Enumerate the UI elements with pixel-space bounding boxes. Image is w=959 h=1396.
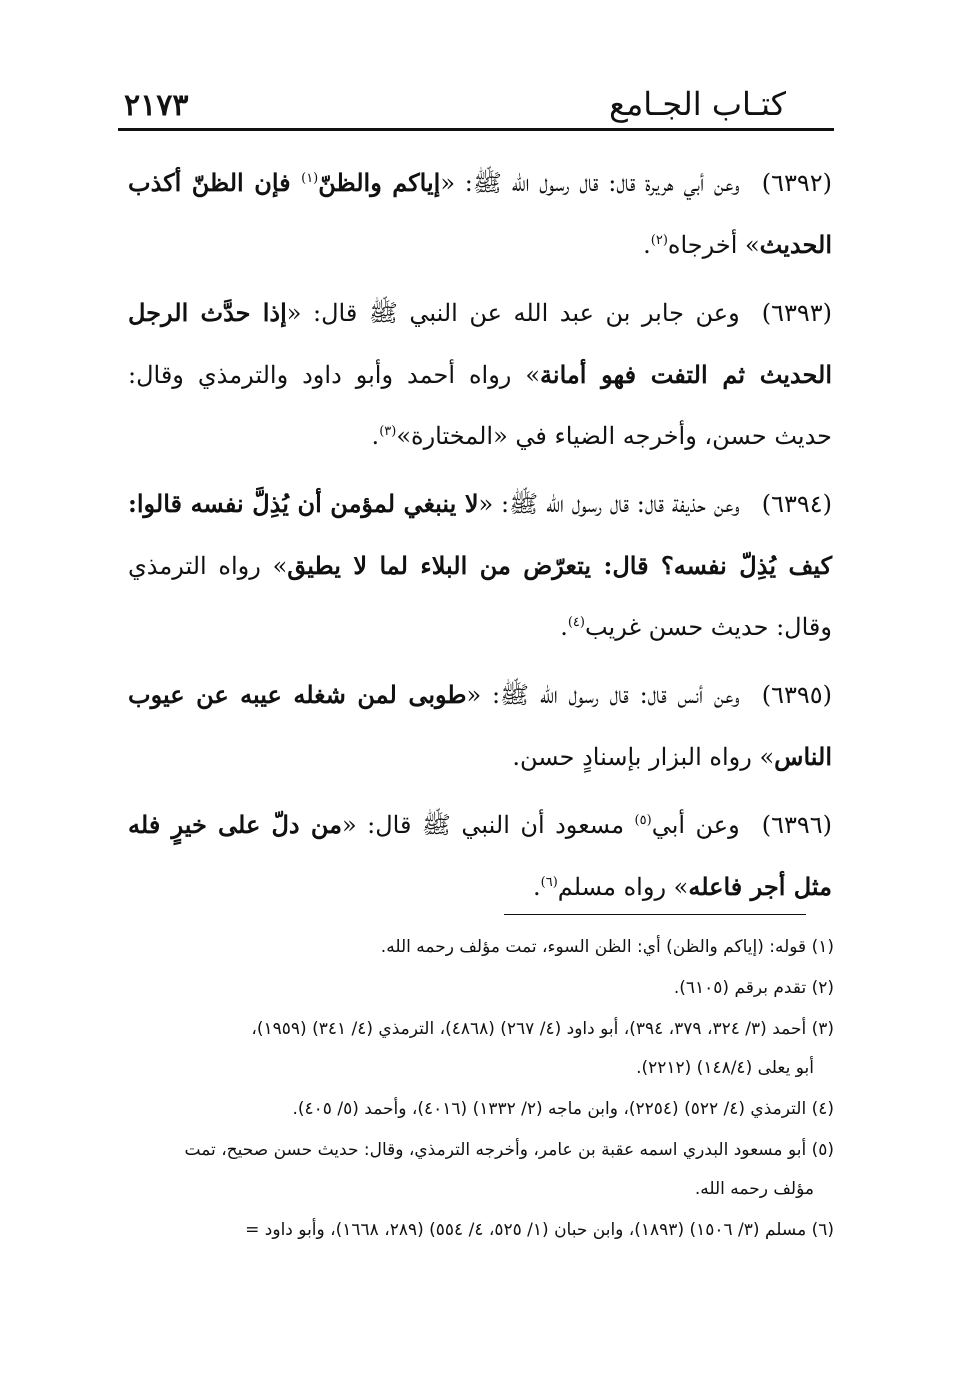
footnote-ref: (٢) [650,233,668,248]
hadith-text: » رواه مسلم [557,873,689,901]
main-text [128,152,832,924]
footnote-ref: (٣) [379,424,397,439]
hadith-text: وعن جابر بن عبد الله عن النبي ﷺ قال: « [286,299,740,327]
header-rule [118,128,834,131]
hadith-text: وعن حذيفة قال: قال رسول الله ﷺ: « [478,490,740,518]
hadith-text: . [560,613,568,641]
footnote-2 [128,969,834,1008]
hadith-number: (٦٣٩٢) [761,169,832,197]
page-number: ٢١٧٣ [124,88,189,123]
hadith-number: (٦٣٩٥) [761,681,832,709]
hadith-text: » رواه الترمذي وقال: حديث حسن غريب [128,552,832,641]
footnote-6 [128,1211,834,1250]
footnote-4 [128,1090,834,1129]
hadith-quote: إياكم والظنّ [318,168,441,197]
footnote-ref: (١) [301,171,319,186]
hadith-text: وعن أنس قال: قال رسول الله ﷺ: « [466,681,740,709]
footnote-3 [128,1010,834,1088]
footnote-1 [128,928,834,967]
footnote-ref: (٥) [634,813,652,828]
hadith-quote: طوبى لمن شغله عيبه عن عيوب الناس [128,680,832,771]
hadith-6395 [128,664,832,788]
footnote-text: (٢) تقدم برقم (٦١٠٥). [673,978,834,998]
hadith-text: » رواه أحمد وأبو داود والترمذي وقال: حديث حسن، وأخرجه الضياء في «المختارة» [128,361,832,450]
hadith-text: » رواه البزار بإسنادٍ حسن. [512,743,775,771]
book-title: كتـاب الجـامع [609,85,786,123]
hadith-number: (٦٣٩٣) [761,299,833,327]
hadith-text: . [371,422,380,450]
hadith-quote: إذا حدَّث الرجل الحديث ثم التفت فهو أمانة [128,298,833,389]
hadith-6394 [128,473,832,658]
hadith-quote: فإن الظنّ أكذب الحديث [128,168,832,259]
hadith-6392 [128,152,832,276]
footnote-separator [504,914,806,915]
hadith-quote: لا ينبغي لمؤمن أن يُذِلَّ نفسه قالوا: كيف يُذِلّ نفسه؟ قال: يتعرّض من البلاء لما لا يطيق [128,489,832,580]
hadith-number: (٦٣٩٦) [761,811,833,839]
footnote-text: (٤) الترمذي (٤/ ٥٢٢) (٢٢٥٤)، وابن ماجه (٢/ ١٣٣٢) (٤٠١٦)، وأحمد (٥/ ٤٠٥). [292,1099,834,1119]
footnote-continuation: مؤلف رحمه الله. [694,1179,814,1199]
hadith-quote: من دلّ على خيرٍ فله مثل أجر فاعله [128,810,832,901]
hadith-text: . [643,231,651,259]
footnote-text: (٣) أحمد (٣/ ٣٢٤، ٣٧٩، ٣٩٤)، أبو داود (٤/ ٢٦٧) (٤٨٦٨)، الترمذي (٤/ ٣٤١) (١٩٥٩)، [251,1019,834,1039]
hadith-text: مسعود أن النبي ﷺ قال: « [341,811,635,839]
footnote-5 [128,1131,834,1209]
footnote-text: (١) قوله: (إياكم والظن) أي: الظن السوء، تمت مؤلف رحمه الله. [380,937,834,957]
hadith-text: . [533,873,541,901]
hadith-6393 [128,282,832,467]
hadith-6396 [128,794,832,918]
footnote-ref: (٦) [540,875,558,890]
footnote-text: (٦) مسلم (٣/ ١٥٠٦) (١٨٩٣)، وابن حبان (١/ ٥٢٥، ٤/ ٥٥٤) (٢٨٩، ١٦٦٨)، وأبو داود = [245,1220,834,1240]
hadith-text: وعن أبي هريرة قال: قال رسول الله ﷺ: « [440,169,740,197]
hadith-number: (٦٣٩٤) [761,490,832,518]
page-header [118,78,834,130]
footnotes [128,928,834,1252]
hadith-text: وعن أبي [651,811,740,839]
footnote-ref: (٤) [567,615,585,630]
footnote-text: (٥) أبو مسعود البدري اسمه عقبة بن عامر، وأخرجه الترمذي، وقال: حديث حسن صحيح، تمت [184,1140,834,1160]
footnote-continuation: أبو يعلى (١٤٨/٤) (٢٢١٢). [636,1058,814,1078]
hadith-text: » أخرجاه [667,231,760,259]
